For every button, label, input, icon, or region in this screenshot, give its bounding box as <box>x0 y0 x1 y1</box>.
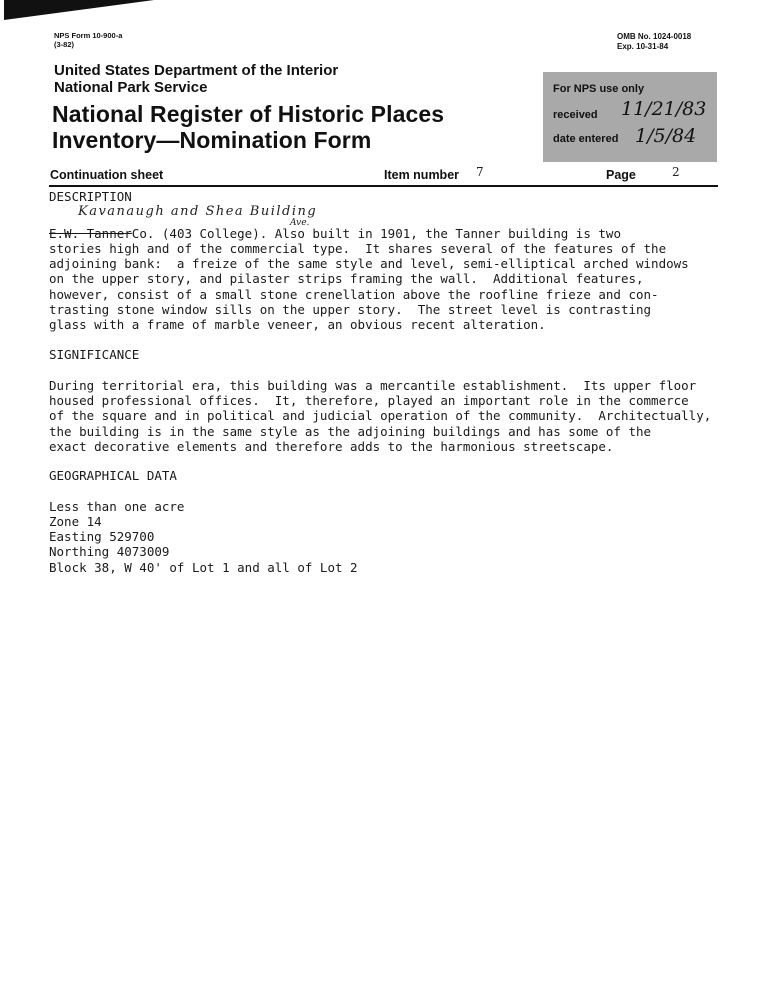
nps-use-label: For NPS use only <box>553 83 645 95</box>
description-heading: DESCRIPTION <box>49 189 132 204</box>
geo-line: Easting 529700 <box>49 529 155 544</box>
geo-line: Block 38, W 40' of Lot 1 and all of Lot 2 <box>49 560 358 575</box>
date-entered-label: date entered <box>553 133 619 145</box>
description-line: adjoining bank: a freize of the same style and level, semi-elliptical arched windows <box>49 256 689 271</box>
description-line: trasting stone window sills on the upper story. The street level is contrasting <box>49 302 652 317</box>
item-number-label: Item number <box>384 168 460 182</box>
description-line: stories high and of the commercial type. It shares several of the features of the <box>49 241 667 256</box>
significance-line: of the square and in political and judicial operation of the community. Architectually, <box>49 408 712 423</box>
geo-line: Zone 14 <box>49 514 102 529</box>
nps-use-box <box>543 72 717 162</box>
item-number-value: 7 <box>476 165 484 179</box>
page-label: Page <box>606 168 636 182</box>
description-line: glass with a frame of marble veneer, an obvious recent alteration. <box>49 317 546 332</box>
continuation-sheet-label: Continuation sheet <box>50 168 164 182</box>
significance-line: exact decorative elements and therefore adds to the harmonious streetscape. <box>49 439 614 454</box>
department-heading: United States Department of the Interior National Park Service <box>54 62 339 96</box>
geo-line: Northing 4073009 <box>49 544 170 559</box>
struck-name: E.W. Tanner <box>49 226 132 241</box>
page-value: 2 <box>672 165 680 179</box>
corner-mark <box>4 0 154 20</box>
handwritten-ave: Ave. <box>290 218 310 228</box>
handwritten-building-name: Kavanaugh and Shea Building <box>78 204 318 219</box>
received-label: received <box>553 109 598 121</box>
significance-heading: SIGNIFICANCE <box>49 347 140 362</box>
received-date: 11/21/83 <box>621 98 707 120</box>
form-id: NPS Form 10-900-a (3-82) <box>54 31 123 49</box>
significance-line: housed professional offices. It, therefore, played an important role in the commerce <box>49 393 689 408</box>
omb-number: OMB No. 1024-0018 Exp. 10-31-84 <box>617 32 692 51</box>
significance-line: During territorial era, this building was a mercantile establishment. Its upper floor <box>49 378 697 393</box>
geo-line: Less than one acre <box>49 499 185 514</box>
description-line: however, consist of a small stone crenellation above the roofline frieze and con- <box>49 287 659 302</box>
geographical-data-heading: GEOGRAPHICAL DATA <box>49 468 177 483</box>
description-first-line: E.W. TannerCo. (403 College). Also built in 1901, the Tanner building is two <box>49 226 621 241</box>
description-line: on the upper story, and pilaster strips framing the wall. Additional features, <box>49 271 644 286</box>
entered-date: 1/5/84 <box>635 125 697 147</box>
significance-line: the building is in the same style as the adjoining buildings and has some of the <box>49 424 652 439</box>
form-title: National Register of Historic Places Inventory—Nomination Form <box>52 101 445 153</box>
header-rule <box>49 185 718 187</box>
